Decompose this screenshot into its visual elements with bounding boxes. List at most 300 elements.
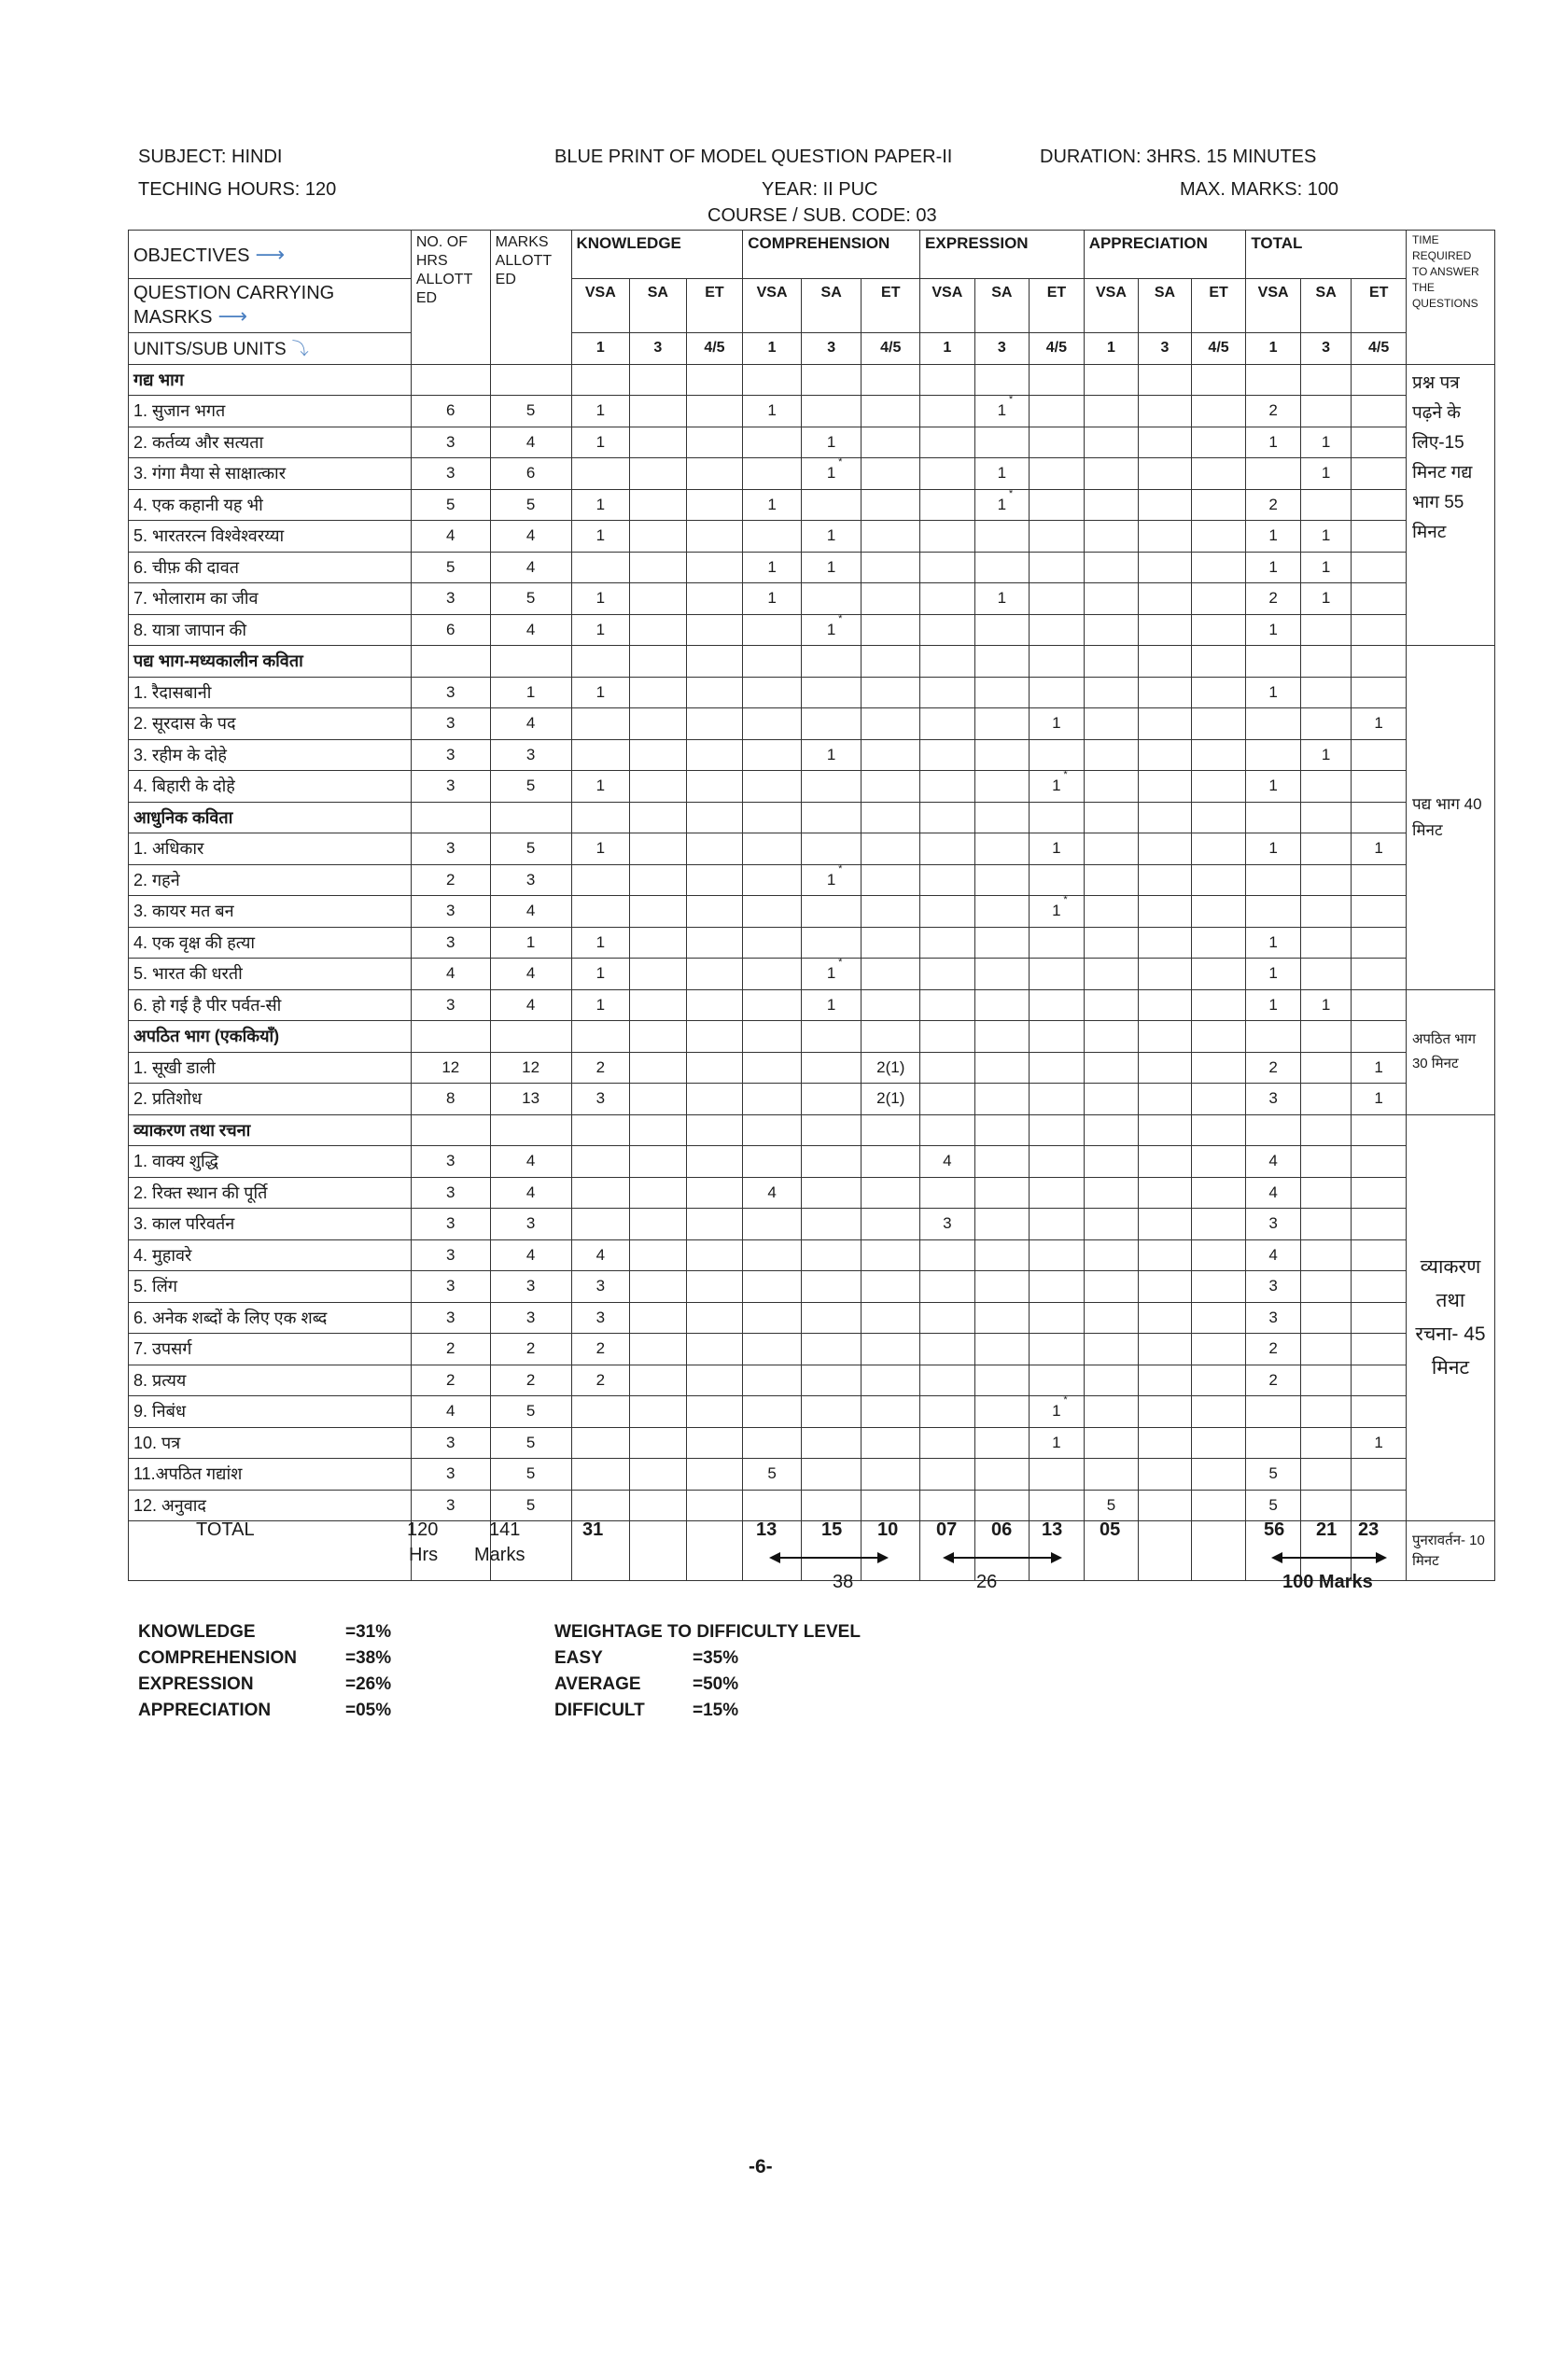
empty-cell (630, 1021, 687, 1053)
count-cell (686, 989, 743, 1021)
total-label: TOTAL (196, 1519, 255, 1540)
count-cell (801, 1177, 862, 1209)
count-cell (630, 1490, 687, 1521)
count-cell (974, 489, 1030, 521)
marks-cell: 3 (490, 739, 571, 771)
total-knowledge-vsa: 31 (582, 1519, 604, 1540)
count-cell (743, 552, 802, 583)
count-cell (630, 1209, 687, 1240)
count-value: 2 (595, 1370, 606, 1389)
count-value: 1 (1321, 432, 1331, 451)
count-value: 1 (1268, 526, 1278, 545)
hrs-cell: 3 (411, 1177, 490, 1209)
empty-cell (490, 1114, 571, 1146)
count-cell (801, 552, 862, 583)
count-cell (1139, 583, 1192, 615)
count-cell (1352, 1302, 1407, 1334)
marks-allotted-header: MARKS ALLOTT ED (490, 231, 571, 365)
table-row (129, 489, 1495, 521)
count-value: 2 (1268, 589, 1278, 608)
count-value: 1 (595, 526, 606, 545)
count-cell (1191, 896, 1246, 928)
table-row (129, 1239, 1495, 1271)
count-cell (1300, 864, 1352, 896)
count-cell (1030, 427, 1085, 458)
hrs-cell: 3 (411, 583, 490, 615)
subtype-header: SA (1139, 279, 1192, 333)
count-value: 5 (1268, 1495, 1278, 1514)
count-cell (686, 1177, 743, 1209)
time-note: व्याकरण तथा रचना- 45 मिनट (1406, 1114, 1494, 1521)
knowledge-header: KNOWLEDGE (571, 231, 743, 279)
count-value: 1 * (1052, 777, 1060, 794)
count-cell (1030, 1365, 1085, 1396)
count-value: 2 (1268, 1370, 1278, 1389)
hrs-cell: 3 (411, 739, 490, 771)
count-cell (1030, 896, 1085, 928)
count-cell (571, 739, 630, 771)
section-row (129, 364, 1495, 396)
count-cell (1300, 458, 1352, 490)
count-cell (862, 396, 920, 427)
marks-cell: 5 (490, 833, 571, 865)
count-cell (1139, 896, 1192, 928)
count-cell (1139, 677, 1192, 708)
table-row (129, 896, 1495, 928)
count-cell (1139, 1084, 1192, 1115)
empty-cell (1191, 364, 1246, 396)
unit-name: 7. उपसर्ग (129, 1334, 412, 1365)
count-cell (1246, 896, 1301, 928)
count-cell (920, 1271, 975, 1303)
total-comprehension-vsa: 13 (756, 1519, 778, 1540)
count-cell (571, 1146, 630, 1178)
count-cell (1352, 1459, 1407, 1491)
marks-cell: 5 (490, 1427, 571, 1459)
count-cell (920, 1239, 975, 1271)
count-cell (743, 1302, 802, 1334)
count-cell (1084, 833, 1139, 865)
count-cell (1352, 1334, 1407, 1365)
count-cell (1139, 1334, 1192, 1365)
count-cell (1191, 989, 1246, 1021)
count-value: 1 * (1052, 1402, 1060, 1420)
count-cell (974, 583, 1030, 615)
empty-cell (411, 1021, 490, 1053)
count-cell (862, 1334, 920, 1365)
hrs-cell: 3 (411, 896, 490, 928)
table-row (129, 1334, 1495, 1365)
count-cell (974, 614, 1030, 646)
count-cell (1030, 521, 1085, 553)
hrs-cell: 5 (411, 489, 490, 521)
marks-cell: 4 (490, 708, 571, 740)
count-cell (801, 959, 862, 990)
count-cell (743, 1146, 802, 1178)
count-cell (862, 583, 920, 615)
time-note: प्रश्न पत्र पढ़ने के लिए-15 मिनट गद्य भाग 55 मिनट (1406, 364, 1494, 646)
count-cell (1191, 708, 1246, 740)
summary-appreciation: APPRECIATION (138, 1701, 272, 1720)
empty-cell (571, 364, 630, 396)
count-cell (1084, 1459, 1139, 1491)
count-cell (1352, 896, 1407, 928)
count-cell (1084, 489, 1139, 521)
count-cell (1352, 708, 1407, 740)
expression-sum: 26 (976, 1572, 998, 1592)
count-cell (1246, 739, 1301, 771)
unit-name: 9. निबंध (129, 1396, 412, 1428)
table-row (129, 1490, 1495, 1521)
count-cell (1300, 959, 1352, 990)
empty-cell (1352, 1114, 1407, 1146)
count-value: 2 (1268, 401, 1278, 420)
count-cell (630, 1177, 687, 1209)
count-cell (1352, 1052, 1407, 1084)
section-header: अपठित भाग (एककियाँ) (129, 1021, 412, 1053)
count-cell (974, 1302, 1030, 1334)
count-cell (630, 1396, 687, 1428)
subtype-header: VSA (571, 279, 630, 333)
empty-cell (974, 646, 1030, 678)
difficulty-average: AVERAGE (554, 1674, 641, 1694)
empty-cell (862, 1021, 920, 1053)
count-cell (974, 739, 1030, 771)
count-value: 2 (595, 1339, 606, 1358)
subtype-header: VSA (920, 279, 975, 333)
count-cell (1139, 771, 1192, 803)
count-cell (862, 739, 920, 771)
count-cell (686, 1334, 743, 1365)
hrs-cell: 4 (411, 959, 490, 990)
count-cell (1352, 739, 1407, 771)
unit-name: 1. रैदासबानी (129, 677, 412, 708)
count-cell (1246, 552, 1301, 583)
marks-cell: 3 (490, 1271, 571, 1303)
count-cell (1084, 1146, 1139, 1178)
count-value: 1 (997, 464, 1007, 483)
count-cell (630, 677, 687, 708)
empty-cell (490, 802, 571, 833)
unit-name: 3. कायर मत बन (129, 896, 412, 928)
count-cell (686, 864, 743, 896)
submarks-header: 3 (1139, 333, 1192, 365)
count-cell (801, 771, 862, 803)
submarks-header: 4/5 (686, 333, 743, 365)
marks-cell: 5 (490, 1459, 571, 1491)
count-cell (1030, 864, 1085, 896)
count-cell (1191, 739, 1246, 771)
count-cell (1191, 1302, 1246, 1334)
count-cell (974, 833, 1030, 865)
count-cell (801, 1052, 862, 1084)
empty-cell (1030, 802, 1085, 833)
count-value: 1 (1321, 464, 1331, 483)
count-value: 3 (1268, 1214, 1278, 1233)
empty-cell (1030, 1021, 1085, 1053)
count-cell (862, 427, 920, 458)
hrs-cell: 3 (411, 427, 490, 458)
hrs-cell: 3 (411, 1302, 490, 1334)
count-cell (1191, 427, 1246, 458)
submarks-header: 1 (1246, 333, 1301, 365)
total-hrs: 120 (407, 1519, 439, 1540)
count-cell (1084, 1396, 1139, 1428)
count-cell (1030, 677, 1085, 708)
count-cell (974, 896, 1030, 928)
count-cell (1139, 989, 1192, 1021)
hrs-cell: 2 (411, 864, 490, 896)
count-cell (743, 1052, 802, 1084)
empty-cell (1246, 1114, 1301, 1146)
count-value: 1 (1321, 526, 1331, 545)
count-cell (743, 1427, 802, 1459)
count-cell (974, 959, 1030, 990)
count-cell (1300, 1459, 1352, 1491)
count-cell (1246, 1239, 1301, 1271)
table-row (129, 458, 1495, 490)
count-cell (920, 708, 975, 740)
count-cell (1084, 396, 1139, 427)
count-value: 1 (595, 932, 606, 951)
count-value: 4 (1268, 1183, 1278, 1201)
empty-cell (920, 802, 975, 833)
empty-cell (1139, 1114, 1192, 1146)
count-value: 4 (767, 1183, 777, 1201)
count-cell (1191, 1084, 1246, 1115)
table-row (129, 396, 1495, 427)
count-value: 1 (595, 682, 606, 701)
empty-cell (571, 802, 630, 833)
count-cell (920, 739, 975, 771)
count-value: 1 (767, 557, 777, 576)
count-cell (686, 1459, 743, 1491)
unit-name: 4. एक वृक्ष की हत्या (129, 927, 412, 959)
count-value: 1 * (827, 871, 835, 889)
count-cell (571, 1490, 630, 1521)
count-cell (743, 927, 802, 959)
count-cell (1084, 552, 1139, 583)
hrs-cell: 2 (411, 1365, 490, 1396)
table-row (129, 989, 1495, 1021)
difficulty-difficult-value: =15% (693, 1701, 739, 1720)
count-cell (630, 927, 687, 959)
count-cell (1352, 771, 1407, 803)
count-cell (1084, 1490, 1139, 1521)
submarks-header: 4/5 (862, 333, 920, 365)
empty-cell (490, 364, 571, 396)
count-cell (571, 1271, 630, 1303)
count-cell (801, 1427, 862, 1459)
count-cell (743, 427, 802, 458)
count-cell (1300, 489, 1352, 521)
count-value: 1 (767, 589, 777, 608)
submarks-header: 1 (1084, 333, 1139, 365)
total-sa: 21 (1316, 1519, 1338, 1540)
count-cell (920, 771, 975, 803)
count-cell (743, 1365, 802, 1396)
count-cell (1300, 739, 1352, 771)
table-row (129, 1427, 1495, 1459)
count-cell (1030, 1146, 1085, 1178)
count-cell (1030, 1334, 1085, 1365)
count-cell (1030, 1427, 1085, 1459)
count-cell (862, 1396, 920, 1428)
count-cell (862, 864, 920, 896)
count-cell (801, 1239, 862, 1271)
count-cell (920, 833, 975, 865)
count-cell (920, 458, 975, 490)
count-cell (630, 989, 687, 1021)
hrs-cell: 3 (411, 677, 490, 708)
count-cell (630, 1302, 687, 1334)
section-row (129, 1021, 1495, 1053)
table-row (129, 927, 1495, 959)
count-value: 1 (997, 589, 1007, 608)
count-cell (1300, 583, 1352, 615)
count-cell (1246, 1334, 1301, 1365)
count-cell (630, 521, 687, 553)
count-cell (630, 739, 687, 771)
empty-cell (743, 646, 802, 678)
count-cell (1191, 927, 1246, 959)
count-cell (743, 1459, 802, 1491)
count-cell (686, 708, 743, 740)
marks-cell: 12 (490, 1052, 571, 1084)
empty-cell (1246, 1021, 1301, 1053)
table-row (129, 1177, 1495, 1209)
count-cell (571, 1177, 630, 1209)
empty-cell (1300, 1114, 1352, 1146)
count-cell (1246, 959, 1301, 990)
total-hrs-unit: Hrs (409, 1545, 439, 1565)
marks-cell: 6 (490, 458, 571, 490)
count-cell (1139, 1209, 1192, 1240)
count-cell (1246, 864, 1301, 896)
count-cell (1352, 583, 1407, 615)
summary-expression-value: =26% (345, 1674, 392, 1694)
count-cell (630, 1271, 687, 1303)
empty-cell (686, 1114, 743, 1146)
empty-cell (1191, 1521, 1246, 1581)
count-cell (571, 552, 630, 583)
marks-cell: 5 (490, 396, 571, 427)
count-value: 1 * (827, 464, 835, 482)
subtype-header: SA (974, 279, 1030, 333)
empty-cell (686, 1021, 743, 1053)
empty-cell (862, 802, 920, 833)
count-cell (920, 1209, 975, 1240)
count-cell (974, 1239, 1030, 1271)
marks-cell: 3 (490, 1302, 571, 1334)
count-value: 1 (595, 589, 606, 608)
count-cell (571, 1365, 630, 1396)
hrs-cell: 3 (411, 708, 490, 740)
count-cell (1030, 552, 1085, 583)
count-cell (1352, 427, 1407, 458)
count-cell (862, 927, 920, 959)
hrs-cell: 5 (411, 552, 490, 583)
count-cell (630, 396, 687, 427)
difficulty-average-value: =50% (693, 1674, 739, 1694)
unit-name: 3. गंगा मैया से साक्षात्कार (129, 458, 412, 490)
marks-cell: 5 (490, 489, 571, 521)
empty-cell (411, 802, 490, 833)
count-value: 1 (1321, 589, 1331, 608)
count-value: 4 (943, 1152, 952, 1170)
total-et: 23 (1358, 1519, 1380, 1540)
count-cell (1139, 1365, 1192, 1396)
count-cell (630, 1052, 687, 1084)
count-cell (1191, 521, 1246, 553)
count-cell (1246, 1459, 1301, 1491)
count-cell (1300, 1396, 1352, 1428)
count-cell (743, 708, 802, 740)
count-cell (1246, 489, 1301, 521)
empty-cell (411, 1114, 490, 1146)
count-cell (1191, 1177, 1246, 1209)
count-cell (1352, 1490, 1407, 1521)
unit-name: 11.अपठित गद्यांश (129, 1459, 412, 1491)
count-cell (862, 489, 920, 521)
table-row (129, 427, 1495, 458)
count-cell (862, 708, 920, 740)
empty-cell (129, 1521, 412, 1581)
count-cell (920, 552, 975, 583)
unit-name: 2. प्रतिशोध (129, 1084, 412, 1115)
marks-cell: 4 (490, 959, 571, 990)
count-cell (1084, 1177, 1139, 1209)
summary-comprehension: COMPREHENSION (138, 1648, 297, 1668)
count-cell (920, 427, 975, 458)
summary-appreciation-value: =05% (345, 1701, 392, 1720)
section-row (129, 1114, 1495, 1146)
comprehension-header: COMPREHENSION (743, 231, 920, 279)
count-cell (920, 677, 975, 708)
table-row (129, 583, 1495, 615)
marks-cell: 4 (490, 1146, 571, 1178)
submarks-header: 3 (974, 333, 1030, 365)
count-cell (974, 1177, 1030, 1209)
count-cell (1352, 1146, 1407, 1178)
year-label: YEAR: II PUC (762, 179, 878, 200)
total-comprehension-et: 10 (877, 1519, 899, 1540)
count-cell (862, 1052, 920, 1084)
count-cell (630, 1365, 687, 1396)
count-cell (801, 1365, 862, 1396)
hrs-cell: 3 (411, 1146, 490, 1178)
count-cell (1030, 1302, 1085, 1334)
count-cell (1191, 1052, 1246, 1084)
count-cell (920, 1334, 975, 1365)
count-cell (1246, 927, 1301, 959)
count-cell (1300, 1271, 1352, 1303)
count-cell (1352, 677, 1407, 708)
total-expression-vsa: 07 (936, 1519, 958, 1540)
blueprint-table (128, 230, 1495, 1581)
count-cell (630, 1146, 687, 1178)
count-cell (1030, 614, 1085, 646)
count-cell (1030, 833, 1085, 865)
count-cell (630, 614, 687, 646)
marks-cell: 13 (490, 1084, 571, 1115)
unit-name: 6. चीफ़ की दावत (129, 552, 412, 583)
count-cell (1352, 521, 1407, 553)
hrs-cell: 6 (411, 614, 490, 646)
count-cell (974, 427, 1030, 458)
count-cell (920, 896, 975, 928)
submarks-header: 1 (920, 333, 975, 365)
